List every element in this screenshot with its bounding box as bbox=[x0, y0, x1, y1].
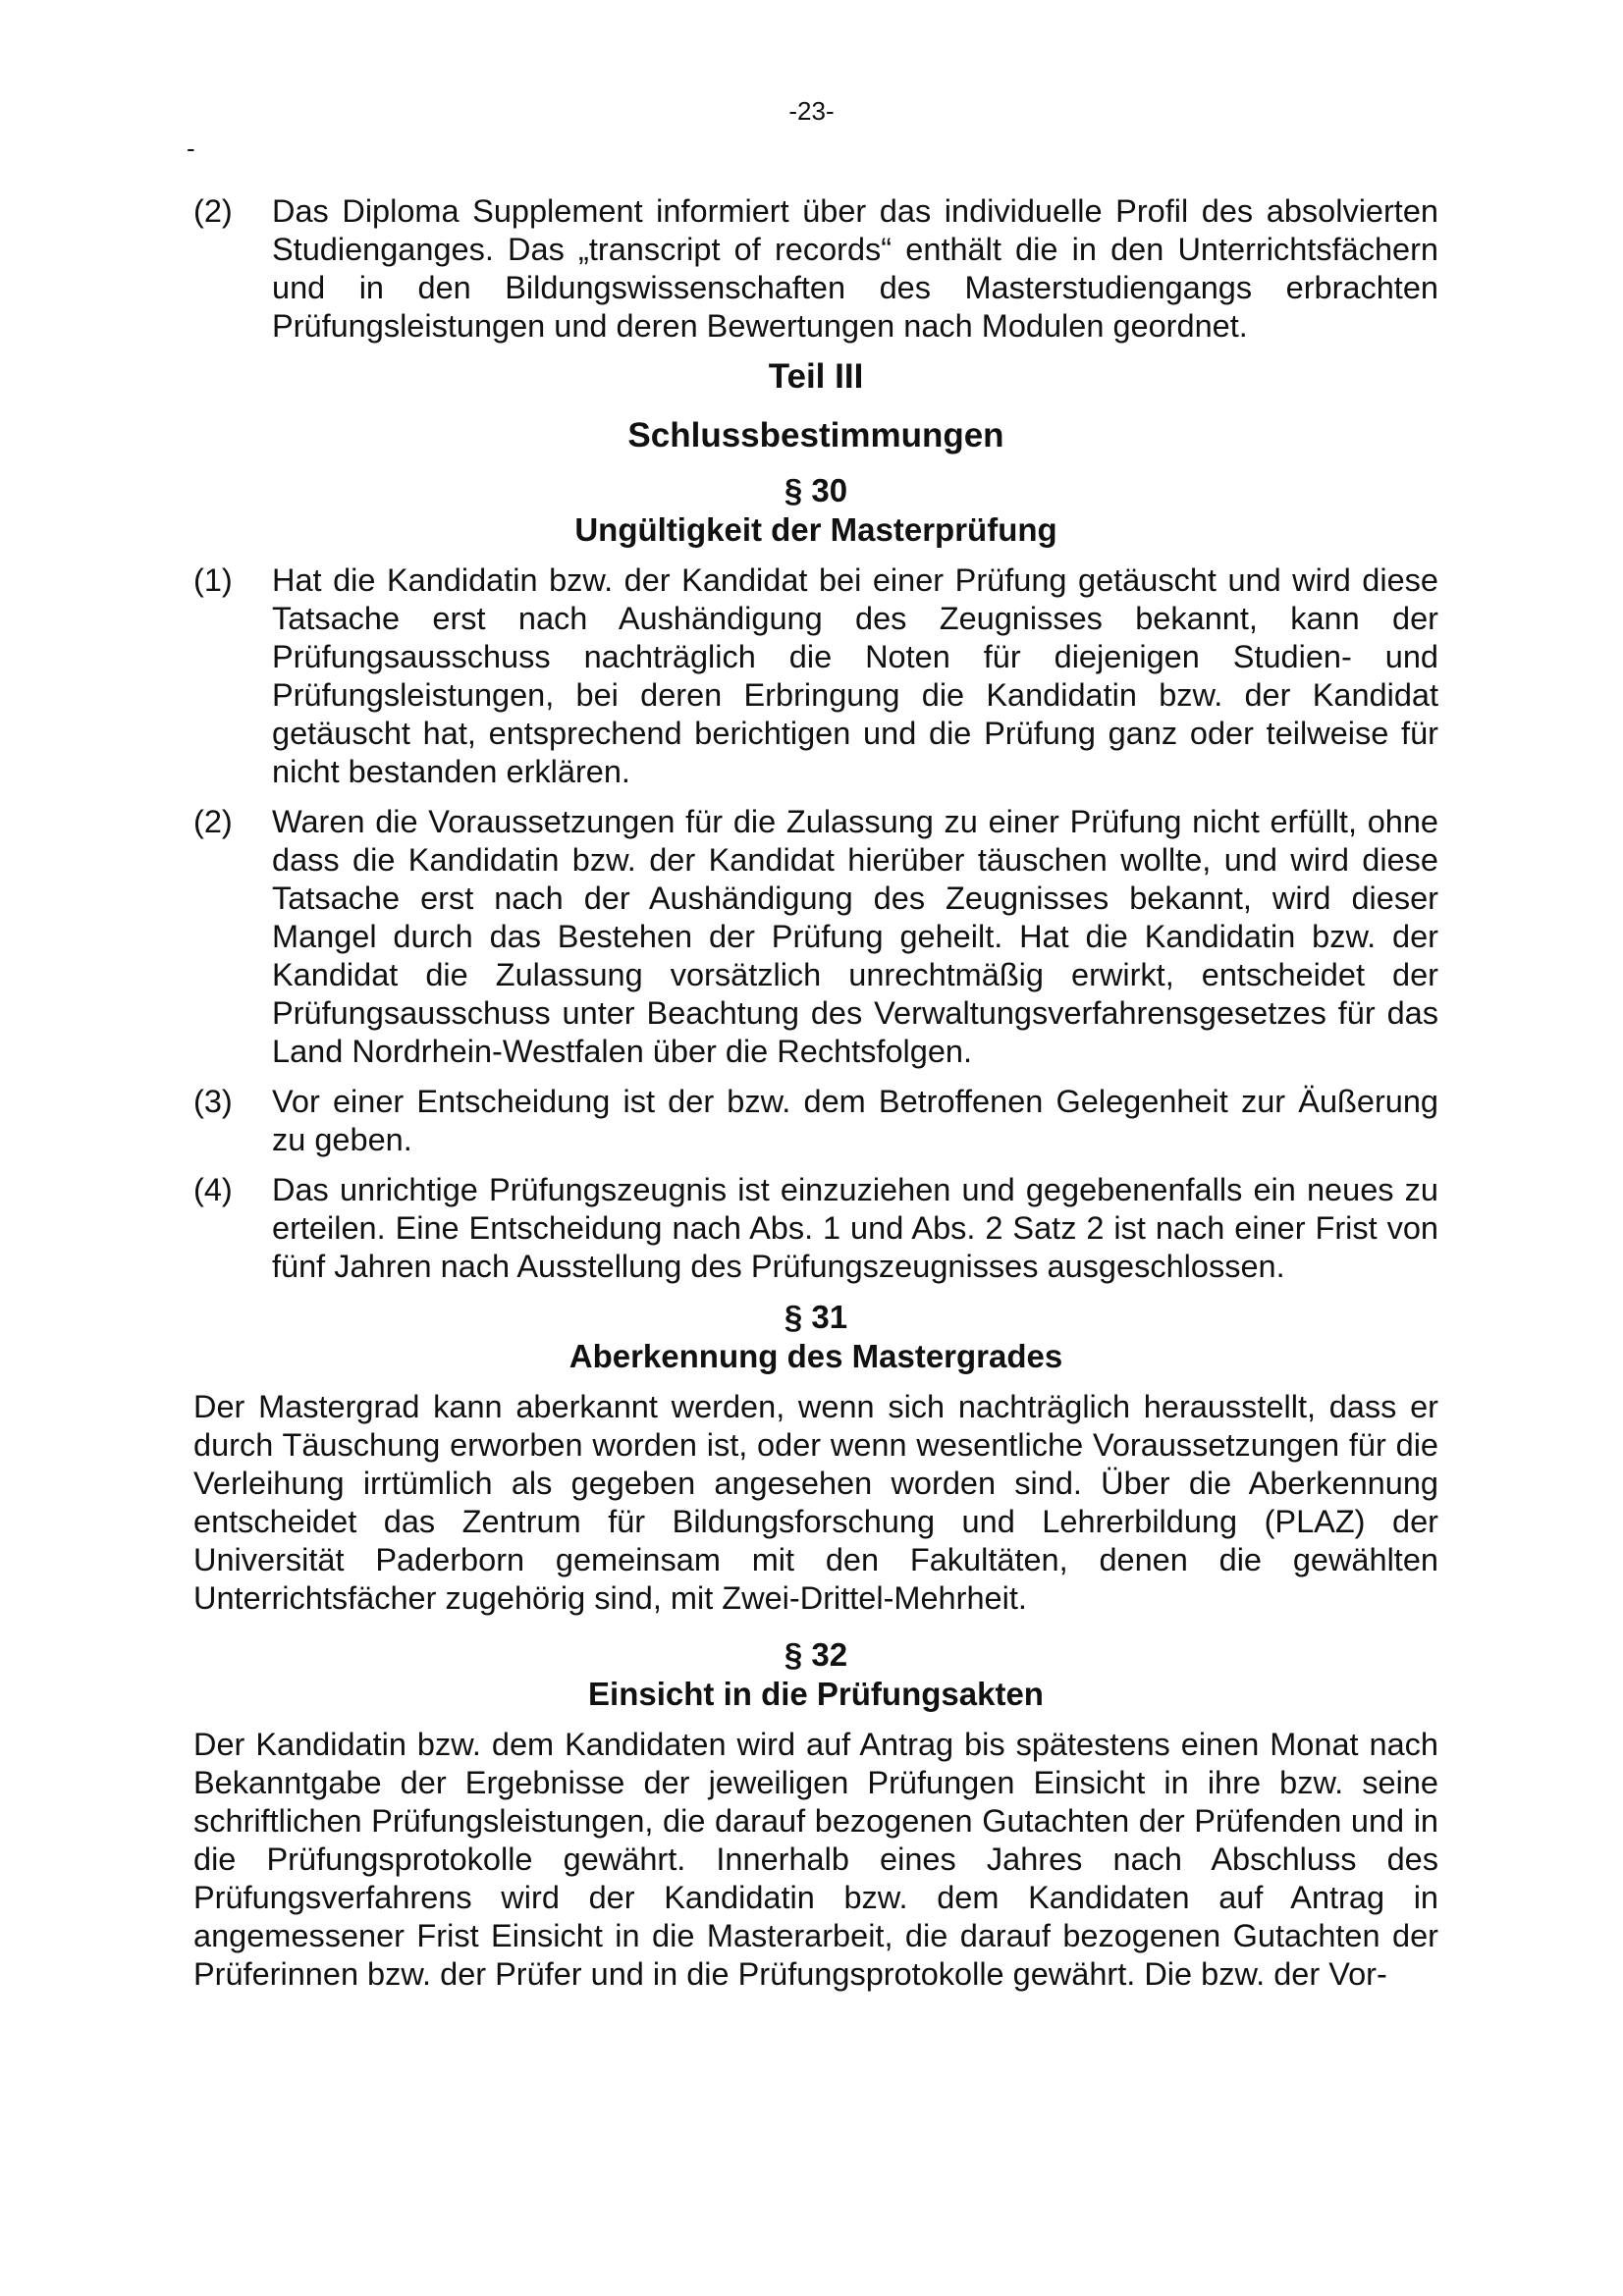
page-number: -23- bbox=[788, 96, 835, 126]
part-title: Teil III bbox=[768, 357, 864, 396]
paragraph-number: (4) bbox=[193, 1172, 233, 1207]
paragraph-number: (2) bbox=[193, 193, 233, 229]
paragraph-number: (3) bbox=[193, 1084, 233, 1119]
section-text-32: Der Kandidatin bzw. dem Kandidaten wird auf Antrag bis spätestens einen Monat nach Bekanntgabe der Ergebnisse der jeweiligen Prüfungen Einsicht in ihre bzw. seine schriftlichen Prüfungsleistungen, die darauf bezogenen Gutachten der Prüfenden und in die Prüfungsprotokolle gewährt. Innerhalb eines Jahres nach Abschluss des Prüfungsverfahrens wird der Kandidatin bzw. dem Kandidaten auf Antrag in angemessener Frist Einsicht in die Masterarbeit, die darauf bezogenen Gutachten der Prüferinnen bzw. der Prüfer und in die Prüfungsprotokolle gewährt. Die bzw. der Vor- bbox=[193, 1727, 1438, 1992]
section-title-31: Aberkennung des Mastergrades bbox=[568, 1338, 1063, 1374]
section-text-31: Der Mastergrad kann aberkannt werden, wenn sich nachträglich herausstellt, dass er durch Täuschung erworben worden ist, oder wenn wesentliche Voraussetzungen für die Verleihung irrtümlich als gegeben angesehen worden sind. Über die Aberkennung entscheidet das Zentrum für Bildungsforschung und Lehrerbildung (PLAZ) der Universität Paderborn gemeinsam mit den Fakultäten, denen die gewählten Unterrichtsfächer zugehörig sind, mit Zwei-Drittel-Mehrheit. bbox=[193, 1389, 1438, 1616]
part-subtitle: Schlussbestimmungen bbox=[627, 416, 1004, 454]
section-sign-32: § 32 bbox=[784, 1636, 848, 1673]
numbered-paragraph bbox=[193, 803, 1438, 1071]
section-title-30: Ungültigkeit der Masterprüfung bbox=[574, 511, 1057, 548]
paragraph-text: Das unrichtige Prüfungszeugnis ist einzuziehen und gegebenenfalls ein neues zu erteilen. Eine Entscheidung nach Abs. 1 und Abs. 2 Satz 2 ist nach einer Frist von fünf Jahren nach Ausstellung des Prüfungszeugnisses ausgeschlossen. bbox=[272, 1172, 1438, 1284]
numbered-paragraph bbox=[193, 1083, 1438, 1159]
page-content bbox=[193, 192, 1438, 2011]
numbered-paragraph bbox=[193, 1171, 1438, 1286]
margin-dash: - bbox=[187, 133, 195, 163]
paragraph-number: (2) bbox=[193, 804, 233, 839]
numbered-paragraph bbox=[193, 192, 1438, 346]
paragraph-text: Vor einer Entscheidung ist der bzw. dem Betroffenen Gelegenheit zur Äußerung zu geben. bbox=[272, 1084, 1438, 1157]
section-sign-30: § 30 bbox=[784, 472, 848, 508]
paragraph-text: Das Diploma Supplement informiert über das individuelle Profil des absolvierten Studienganges. Das „transcript of records“ enthält die in den Unterrichtsfächern und in den Bildungswissenschaften des Masterstudiengangs erbrachten Prüfungsleistungen und deren Bewertungen nach Modulen geordnet. bbox=[272, 193, 1438, 344]
paragraph-text: Waren die Voraussetzungen für die Zulassung zu einer Prüfung nicht erfüllt, ohne dass die Kandidatin bzw. der Kandidat hierüber täuschen wollte, und wird diese Tatsache erst nach der Aushändigung des Zeugnisses bekannt, wird dieser Mangel durch das Bestehen der Prüfung geheilt. Hat die Kandidatin bzw. der Kandidat die Zulassung vorsätzlich unrechtmäßig erwirkt, entscheidet der Prüfungsausschuss unter Beachtung des Verwaltungsverfahrensgesetzes für das Land Nordrhein-Westfalen über die Rechtsfolgen. bbox=[272, 804, 1438, 1069]
section-sign-31: § 31 bbox=[784, 1299, 848, 1335]
paragraph-number: (1) bbox=[193, 562, 233, 598]
numbered-paragraph bbox=[193, 561, 1438, 791]
section-title-32: Einsicht in die Prüfungsakten bbox=[588, 1676, 1044, 1712]
paragraph-text: Hat die Kandidatin bzw. der Kandidat bei einer Prüfung getäuscht und wird diese Tatsache erst nach Aushändigung des Zeugnisses bekannt, kann der Prüfungsausschuss nachträglich die Noten für diejenigen Studien- und Prüfungsleistungen, bei deren Erbringung die Kandidatin bzw. der Kandidat getäuscht hat, entsprechend berichtigen und die Prüfung ganz oder teilweise für nicht bestanden erklären. bbox=[272, 562, 1438, 789]
